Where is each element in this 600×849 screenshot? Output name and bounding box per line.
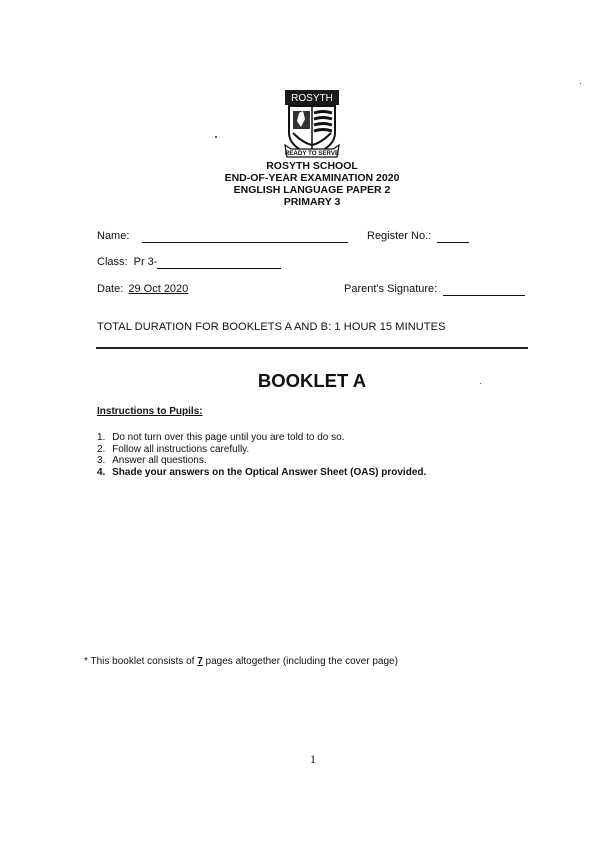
instruction-number: 3. bbox=[97, 455, 106, 466]
instruction-text: Answer all questions. bbox=[112, 455, 207, 466]
paper-title: ENGLISH LANGUAGE PAPER 2 bbox=[233, 184, 391, 196]
note-prefix: * This booklet consists of bbox=[84, 656, 198, 667]
school-crest-logo bbox=[283, 89, 341, 161]
class-value: Pr 3- bbox=[133, 256, 158, 268]
page-count-note bbox=[84, 656, 398, 667]
class-field bbox=[97, 256, 281, 269]
register-field bbox=[367, 230, 469, 243]
instruction-number: 4. bbox=[97, 466, 106, 478]
instructions-heading: Instructions to Pupils: bbox=[97, 406, 203, 417]
scan-speck bbox=[215, 136, 217, 138]
instruction-number: 1. bbox=[97, 432, 106, 443]
instruction-number: 2. bbox=[97, 443, 106, 455]
divider bbox=[96, 347, 528, 349]
instruction-item bbox=[97, 467, 426, 479]
signature-field bbox=[344, 283, 525, 296]
crest-motto-text: READY TO SERVE bbox=[284, 150, 340, 157]
date-field bbox=[97, 283, 188, 295]
instruction-item bbox=[97, 444, 426, 456]
note-suffix: pages altogether (including the cover page) bbox=[202, 656, 398, 667]
instruction-text: Do not turn over this page until you are told to do so. bbox=[112, 432, 345, 443]
crest-banner-text: ROSYTH bbox=[291, 93, 333, 104]
register-label: Register No.: bbox=[367, 230, 432, 242]
instruction-item bbox=[97, 432, 426, 444]
page-number: 1 bbox=[310, 752, 316, 766]
note-page-count: 7 bbox=[197, 656, 203, 667]
instructions-list bbox=[97, 432, 426, 478]
signature-label: Parent's Signature: bbox=[344, 283, 438, 295]
total-duration: TOTAL DURATION FOR BOOKLETS A AND B: 1 HOUR 15 MINUTES bbox=[97, 321, 446, 333]
exam-title: END-OF-YEAR EXAMINATION 2020 bbox=[224, 172, 400, 184]
date-label: Date: bbox=[97, 283, 124, 295]
instruction-item bbox=[97, 455, 426, 467]
instruction-text: Shade your answers on the Optical Answer Sheet (OAS) provided. bbox=[112, 466, 427, 478]
exam-header bbox=[0, 160, 600, 208]
date-value: 29 Oct 2020 bbox=[128, 283, 189, 295]
class-label: Class: bbox=[97, 256, 128, 268]
name-label: Name: bbox=[97, 230, 130, 242]
name-blank[interactable] bbox=[142, 230, 348, 243]
class-blank[interactable] bbox=[157, 256, 281, 269]
booklet-title: BOOKLET A bbox=[257, 370, 367, 391]
register-blank[interactable] bbox=[437, 230, 469, 243]
name-field bbox=[97, 230, 348, 243]
scan-speck bbox=[580, 83, 581, 84]
level-title: PRIMARY 3 bbox=[283, 196, 341, 208]
school-name: ROSYTH SCHOOL bbox=[266, 160, 358, 172]
instruction-text: Follow all instructions carefully. bbox=[112, 443, 250, 455]
signature-blank[interactable] bbox=[443, 283, 525, 296]
